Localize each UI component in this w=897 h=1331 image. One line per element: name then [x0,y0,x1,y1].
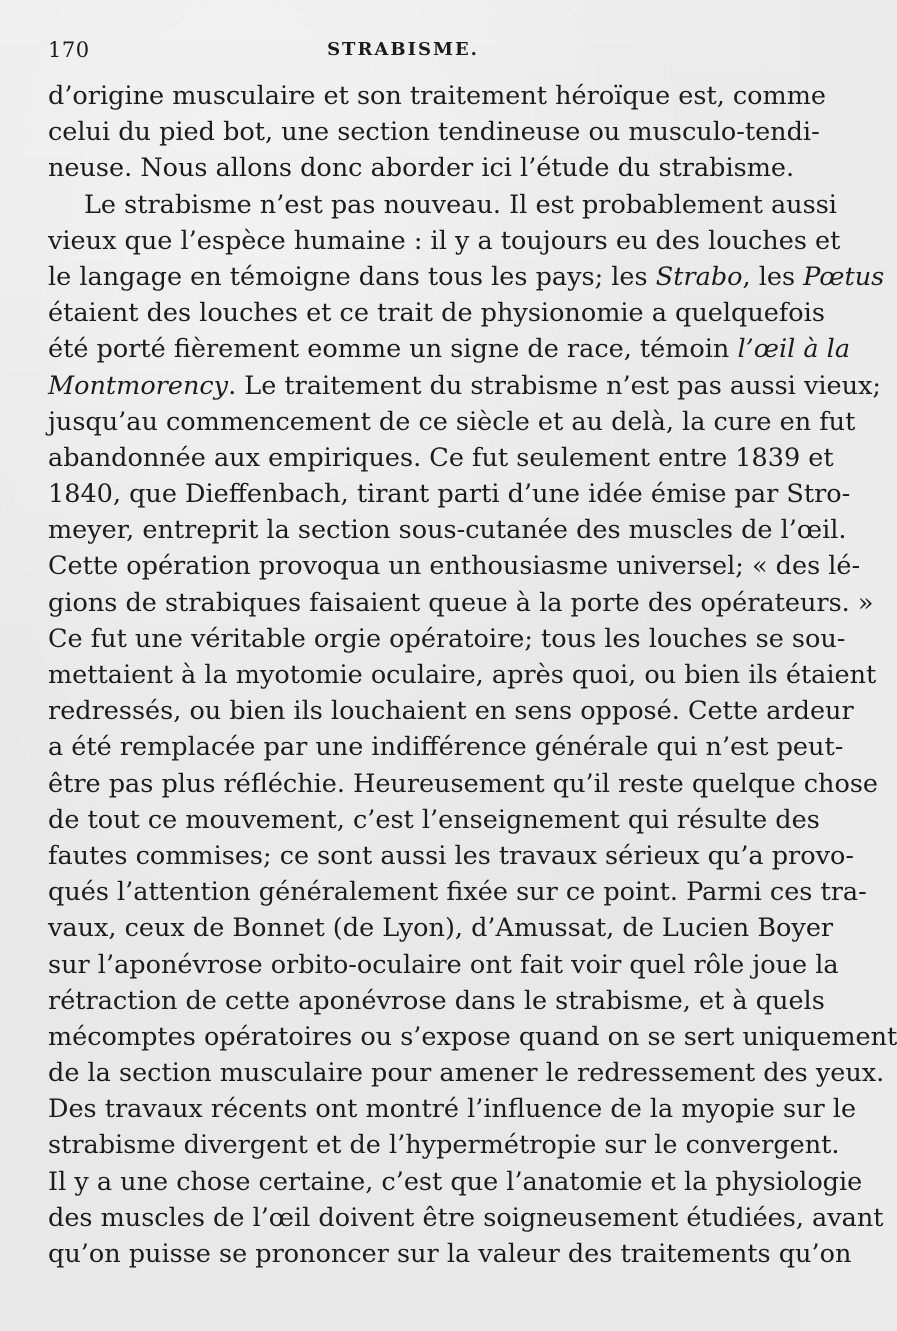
text-run: strabisme divergent et de l’hypermétropie sur le convergent. [48,1130,840,1161]
italic-run: Montmorency [48,370,229,401]
text-line [48,187,837,223]
text-run: mécomptes opératoires ou s’expose quand on se sert uniquement [48,1021,897,1052]
text-line [48,802,820,838]
text-run: fautes commises; ce sont aussi les travaux sérieux qu’a provo- [48,840,854,871]
text-line [48,838,854,874]
text-run: , les [742,261,804,292]
text-line [48,729,844,765]
text-line [48,404,856,440]
text-line [48,947,839,983]
text-line [48,874,867,910]
text-run: vieux que l’espèce humaine : il y a toujours eu des louches et [48,225,841,256]
text-line [48,693,854,729]
text-line [48,1019,897,1055]
text-run: sur l’aponévrose orbito-oculaire ont fait voir quel rôle joue la [48,949,839,980]
text-line [48,295,825,331]
text-run: abandonnée aux empiriques. Ce fut seulement entre 1839 et [48,442,834,473]
text-line [48,223,841,259]
italic-run: l’œil à la [737,334,851,365]
text-line [48,1200,884,1236]
text-line [48,585,874,621]
body-text [48,78,897,1272]
text-run: qu’on puisse se prononcer sur la valeur des traitements qu’on [48,1239,852,1269]
text-run: vaux, ceux de Bonnet (de Lyon), d’Amussat, de Lucien Boyer [48,913,834,944]
text-line [48,1164,863,1200]
text-line [48,150,795,186]
text-run: neuse. Nous allons donc aborder ici l’étude du strabisme. [48,153,795,184]
text-run: celui du pied bot, une section tendineuse ou musculo-tendi- [48,117,820,148]
text-run: été porté fièrement eomme un signe de race, témoin [48,334,738,365]
text-run: 1840, que Dieffenbach, tirant parti d’une idée émise par Stro- [48,479,851,510]
text-line [48,910,834,946]
text-line [48,1127,840,1163]
text-run: a été remplacée par une indifférence générale qui n’est peut- [48,732,844,763]
text-line [48,78,826,114]
text-run: meyer, entreprit la section sous-cutanée des muscles de l’œil. [48,515,847,546]
text-run: jusqu’au commencement de ce siècle et au delà, la cure en fut [48,406,856,437]
text-run: Des travaux récents ont montré l’influence de la myopie sur le [48,1094,857,1125]
text-run: Le strabisme n’est pas nouveau. Il est probablement aussi [84,189,837,220]
text-run: rétraction de cette aponévrose dans le strabisme, et à quels [48,985,825,1016]
text-run: gions de strabiques faisaient queue à la porte des opérateurs. » [48,587,874,618]
text-run: . Le traitement du strabisme n’est pas aussi vieux; [228,370,881,401]
text-run: redressés, ou bien ils louchaient en sens opposé. Cette ardeur [48,696,854,727]
text-line [48,331,851,367]
italic-run: Pœtus [803,261,885,292]
italic-run: Strabo [655,261,743,292]
text-run: mettaient à la myotomie oculaire, après quoi, ou bien ils étaient [48,660,877,690]
running-title: STRABISME. [327,39,479,60]
text-run: Ce fut une véritable orgie opératoire; tous les louches se sou- [48,623,846,654]
text-line [48,368,881,404]
text-line [48,548,861,584]
text-run: étaient des louches et ce trait de physionomie a quelquefois [48,298,825,329]
text-line [48,259,885,295]
text-line [48,512,847,548]
text-run: Cette opération provoqua un enthousiasme universel; « des lé- [48,551,861,582]
text-run: de la section musculaire pour amener le redressement des yeux. [48,1058,885,1089]
text-run: de tout ce mouvement, c’est l’enseignement qui résulte des [48,804,820,835]
text-line [48,1236,852,1272]
text-line [48,766,879,802]
text-line [48,440,834,476]
page-header [48,38,758,68]
text-run: des muscles de l’œil doivent être soigneusement étudiées, avant [48,1202,884,1233]
text-run: d’origine musculaire et son traitement héroïque est, comme [48,81,826,111]
text-line [48,1091,857,1127]
text-line [48,476,851,512]
page-number: 170 [48,38,90,62]
text-run: Il y a une chose certaine, c’est que l’anatomie et la physiologie [48,1166,863,1197]
text-line [48,621,846,657]
text-line [48,1055,885,1091]
text-run: qués l’attention généralement fixée sur ce point. Parmi ces tra- [48,877,867,908]
text-line [48,657,877,693]
text-line [48,114,820,150]
text-run: être pas plus réfléchie. Heureusement qu’il reste quelque chose [48,768,879,799]
text-line [48,983,825,1019]
text-run: le langage en témoigne dans tous les pays; les [48,261,656,292]
